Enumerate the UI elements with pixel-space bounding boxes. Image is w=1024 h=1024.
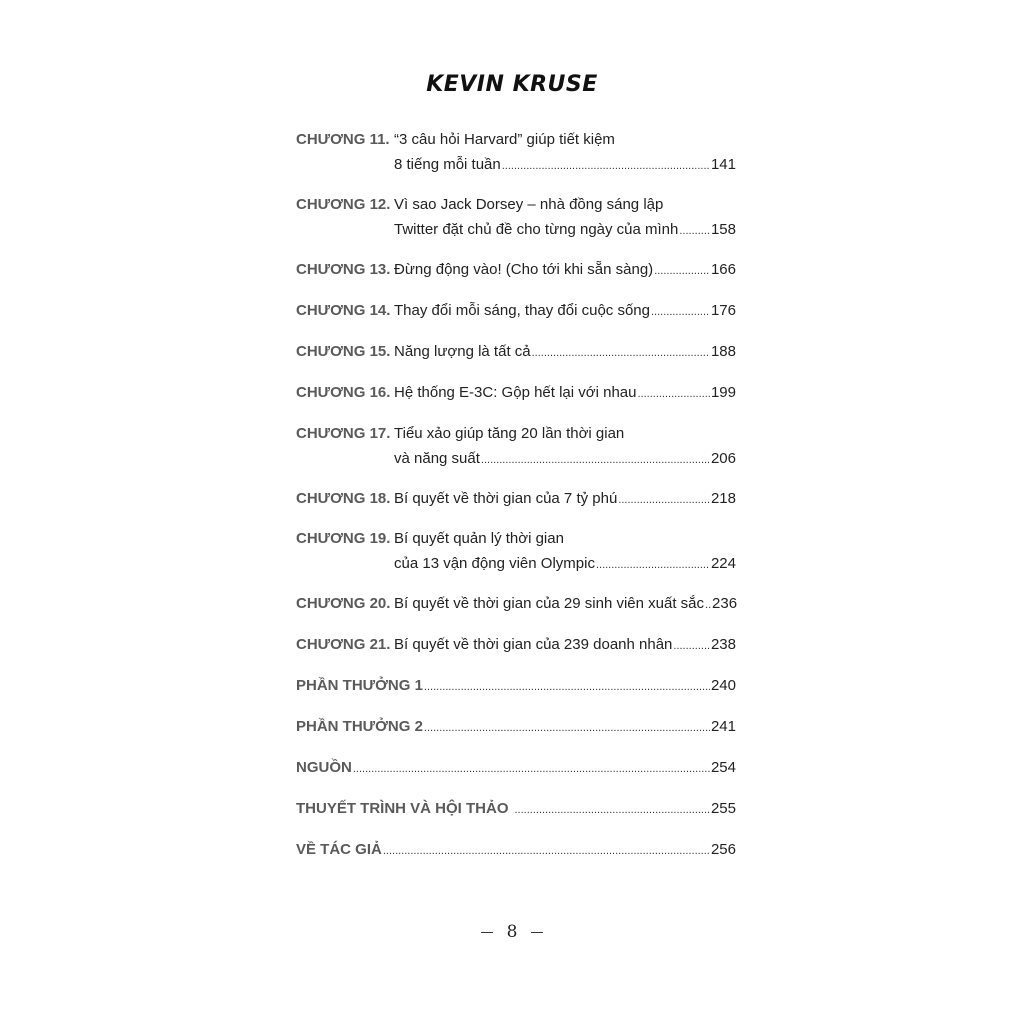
toc-entry-chapter-15[interactable] <box>296 339 736 366</box>
toc-entry-chapter-14[interactable] <box>296 298 736 325</box>
dot-leader <box>596 551 710 578</box>
page-number: 199 <box>710 384 736 401</box>
toc-entry-chapter-18[interactable] <box>296 486 736 513</box>
dot-leader <box>532 339 710 366</box>
page-number: 256 <box>710 841 736 858</box>
page-number: 224 <box>710 555 736 572</box>
dot-leader <box>353 755 710 782</box>
dot-leader <box>383 837 710 864</box>
table-of-contents <box>296 127 736 864</box>
toc-entry-about-author[interactable] <box>296 837 736 864</box>
page-number: 158 <box>710 221 736 238</box>
toc-entry-sources[interactable] <box>296 755 736 782</box>
chapter-title-line1: Vì sao Jack Dorsey – nhà đồng sáng lập <box>394 196 664 213</box>
toc-entry-chapter-16[interactable] <box>296 380 736 407</box>
page-number: 240 <box>710 677 736 694</box>
chapter-label: CHƯƠNG 15. <box>296 343 391 360</box>
chapter-label: CHƯƠNG 18. <box>296 490 391 507</box>
running-header-author: KEVIN KRUSE <box>426 72 598 97</box>
chapter-title: Bí quyết về thời gian của 7 tỷ phú <box>394 490 618 507</box>
dot-leader <box>673 632 710 659</box>
section-title: PHẦN THƯỞNG 1 <box>296 677 423 694</box>
page-number: 176 <box>710 302 736 319</box>
toc-entry-chapter-12[interactable] <box>296 192 736 244</box>
dot-leader <box>679 217 710 244</box>
page-number: 236 <box>712 595 738 612</box>
chapter-title-line2: Twitter đặt chủ đề cho từng ngày của mình <box>394 221 679 238</box>
dot-leader <box>651 298 710 325</box>
toc-entry-chapter-17[interactable] <box>296 421 736 473</box>
page-footer <box>0 922 1024 942</box>
chapter-label: CHƯƠNG 12. <box>296 196 391 213</box>
chapter-label: CHƯƠNG 19. <box>296 530 391 547</box>
chapter-label: CHƯƠNG 11. <box>296 131 390 148</box>
dot-leader <box>481 446 710 473</box>
section-title: THUYẾT TRÌNH VÀ HỘI THẢO <box>296 800 509 817</box>
toc-entry-chapter-21[interactable] <box>296 632 736 659</box>
page-number: 254 <box>710 759 736 776</box>
dot-leader <box>424 673 710 700</box>
chapter-title: Hệ thống E-3C: Gộp hết lại với nhau <box>394 384 637 401</box>
toc-entry-chapter-19[interactable] <box>296 526 736 578</box>
chapter-title: Thay đổi mỗi sáng, thay đổi cuộc sống <box>394 302 650 319</box>
chapter-label: CHƯƠNG 13. <box>296 261 391 278</box>
toc-entry-bonus-2[interactable] <box>296 714 736 741</box>
toc-entry-talks-workshops[interactable] <box>296 796 736 823</box>
page-number: 141 <box>710 156 736 173</box>
page-number: 218 <box>710 490 736 507</box>
page-number: 241 <box>710 718 736 735</box>
footer-dash-right <box>531 932 543 933</box>
footer-page-number: 8 <box>506 922 518 942</box>
chapter-title: Đừng động vào! (Cho tới khi sẵn sàng) <box>394 261 654 278</box>
page-number: 206 <box>710 450 736 467</box>
chapter-title: Năng lượng là tất cả <box>394 343 531 360</box>
chapter-title-line2: 8 tiếng mỗi tuần <box>394 156 501 173</box>
chapter-label: CHƯƠNG 17. <box>296 425 391 442</box>
toc-entry-chapter-20[interactable] <box>296 591 736 618</box>
page-number: 166 <box>710 261 736 278</box>
chapter-label: CHƯƠNG 16. <box>296 384 391 401</box>
chapter-label: CHƯƠNG 20. <box>296 595 391 612</box>
dot-leader <box>502 152 710 179</box>
dot-leader <box>515 796 710 823</box>
page-number: 188 <box>710 343 736 360</box>
section-title: NGUỒN <box>296 759 352 776</box>
footer-dash-left <box>481 932 493 933</box>
page-number: 238 <box>710 636 736 653</box>
dot-leader <box>654 257 710 284</box>
chapter-label: CHƯƠNG 14. <box>296 302 391 319</box>
section-title: VỀ TÁC GIẢ <box>296 841 382 858</box>
toc-entry-chapter-13[interactable] <box>296 257 736 284</box>
dot-leader <box>424 714 710 741</box>
chapter-title: Bí quyết về thời gian của 29 sinh viên xuất sắc <box>394 595 705 612</box>
toc-entry-bonus-1[interactable] <box>296 673 736 700</box>
dot-leader <box>637 380 709 407</box>
toc-entry-chapter-11[interactable] <box>296 127 736 179</box>
chapter-label: CHƯƠNG 21. <box>296 636 391 653</box>
dot-leader <box>705 591 711 618</box>
chapter-title-line2: của 13 vận động viên Olympic <box>394 555 595 572</box>
chapter-title: Bí quyết về thời gian của 239 doanh nhân <box>394 636 673 653</box>
page-number: 255 <box>710 800 736 817</box>
chapter-title-line1: Tiểu xảo giúp tăng 20 lần thời gian <box>394 425 625 442</box>
dot-leader <box>618 486 710 513</box>
section-title: PHẦN THƯỞNG 2 <box>296 718 423 735</box>
chapter-title-line2: và năng suất <box>394 450 480 467</box>
chapter-title-line1: “3 câu hỏi Harvard” giúp tiết kiệm <box>394 131 615 148</box>
chapter-title-line1: Bí quyết quản lý thời gian <box>394 530 564 547</box>
